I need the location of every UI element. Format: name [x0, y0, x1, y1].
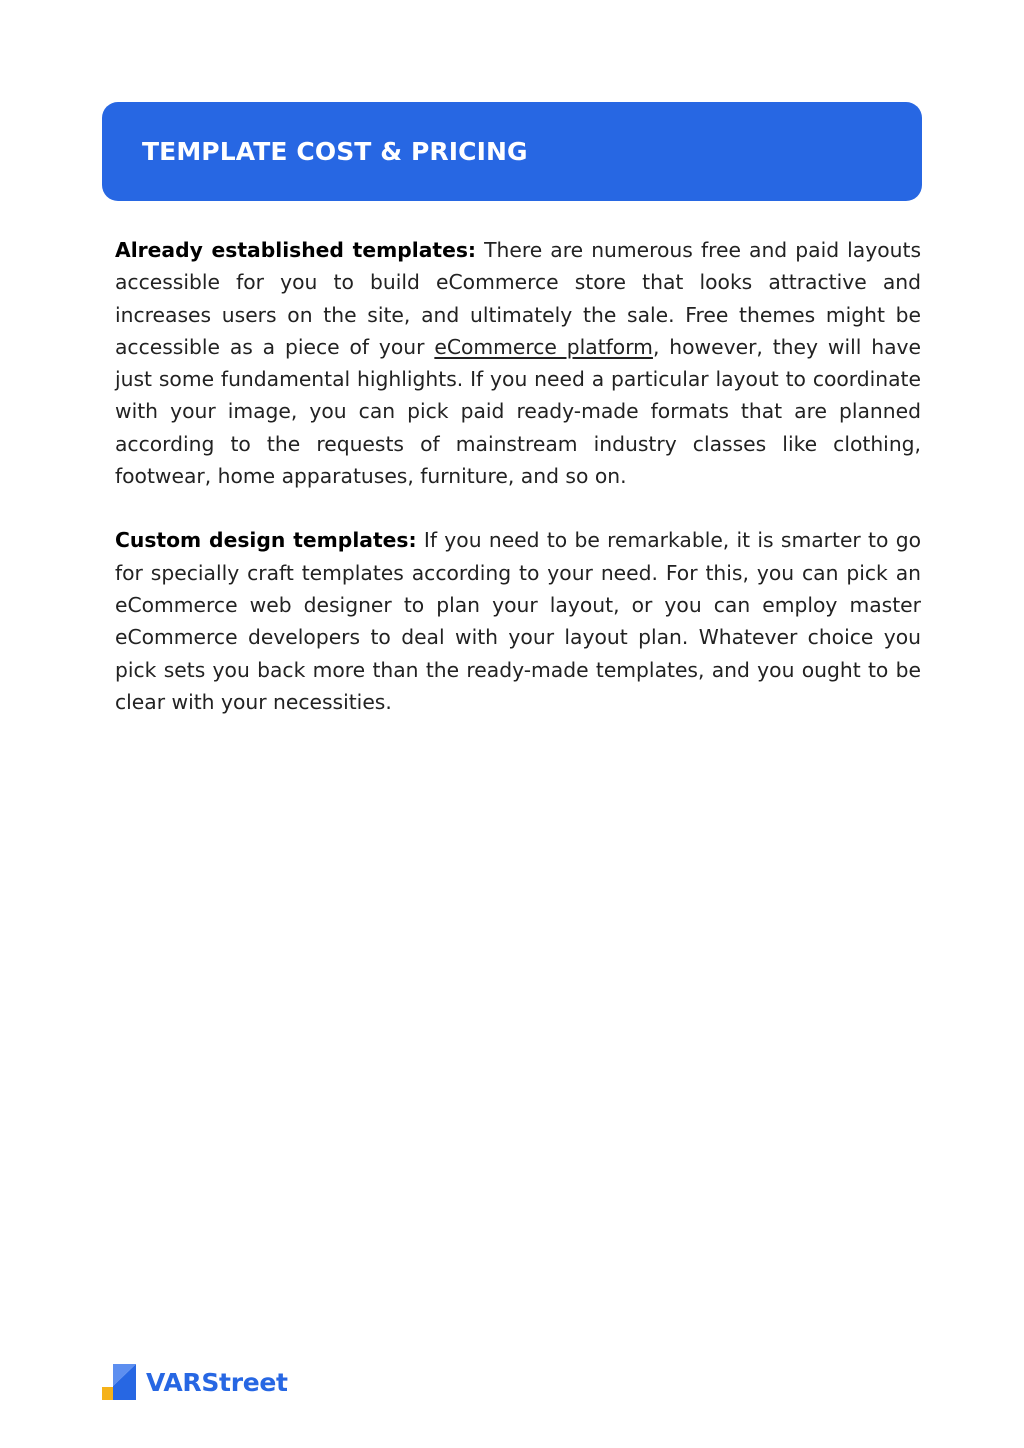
paragraph-text: If you need to be remarkable, it is smarter to go for specially craft templates according to your need. For this, you can pick an eCommerce web designer to plan your layout, or you can employ master eCommerce developers to deal with your layout plan. Whatever choice you pick sets you back more than the ready-made templates, and you ought to be clear with your necessities.: [115, 528, 921, 714]
brand-name: VARStreet: [146, 1367, 288, 1397]
paragraph-lead: Custom design templates:: [115, 528, 417, 553]
paragraph-lead: Already established templates:: [115, 238, 477, 262]
section-header-banner: [102, 102, 922, 201]
varstreet-logo-icon: [102, 1364, 136, 1400]
paragraph-established-templates: [115, 234, 921, 492]
paragraph-text: , however, they will have just some fundamental highlights. If you need a particular layout to coordinate with your image, you can pick paid ready-made formats that are planned according to the requests of mainstream industry classes like clothing, footwear, home apparatuses, furniture, and so on.: [115, 334, 921, 489]
article-body: [115, 234, 921, 718]
footer-brand: [102, 1364, 288, 1400]
paragraph-text: There are numerous free and paid layouts accessible for you to build eCommerce store that looks attractive and increases users on the site, and ultimately the sale. Free themes might be accessible as a piece of your: [115, 238, 922, 359]
paragraph-custom-templates: [115, 524, 921, 718]
section-title: TEMPLATE COST & PRICING: [142, 137, 528, 166]
ecommerce-platform-link[interactable]: eCommerce platform: [434, 334, 653, 359]
